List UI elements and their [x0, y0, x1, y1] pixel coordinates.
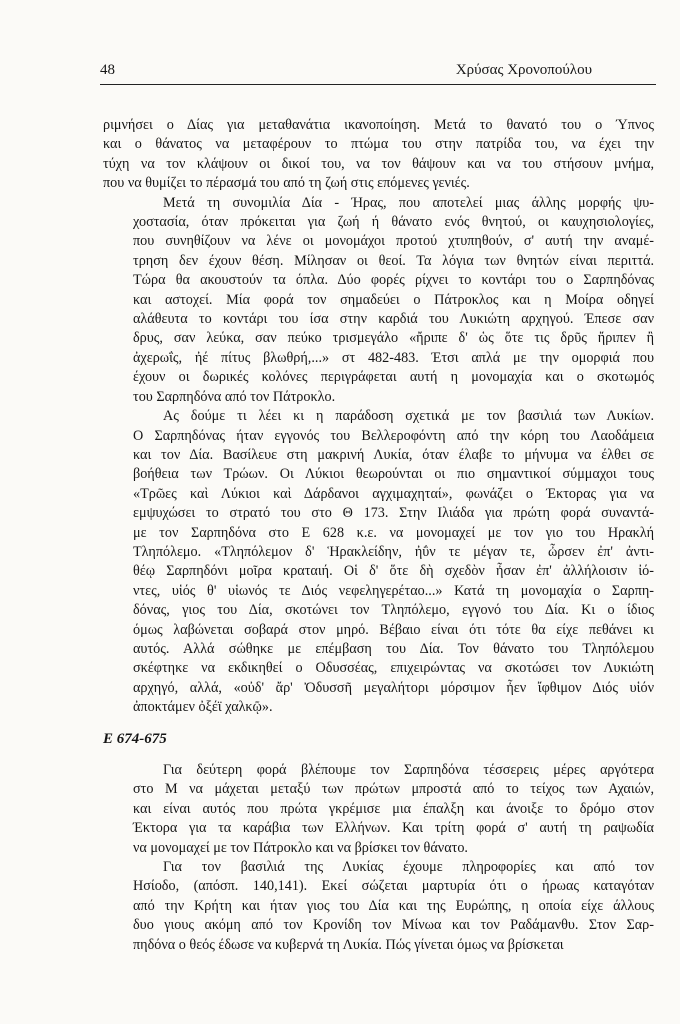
- text-block-1: [103, 116, 654, 718]
- text-line: δυο γιους ακόμη από τον Κρονίδη τον Μίνωα και τον Ραδάμανθυ. Στον Σαρ-: [133, 917, 654, 934]
- section-heading: Ε 674-675: [103, 730, 167, 747]
- body-text: [103, 116, 654, 955]
- text-line: «Τρῶες καὶ Λύκιοι καὶ Δάρδανοι αγχιμαχηταί», φωνάζει ο Έκτορας για να: [133, 485, 654, 502]
- paragraph: [103, 858, 654, 955]
- text-block-2: [103, 761, 654, 955]
- paragraph: [103, 407, 654, 718]
- text-line: Έκτορα για τα καράβια των Ελλήνων. Και τρίτη φορά σ' αυτή τη ραψωδία: [133, 820, 654, 837]
- text-line: έχουν οι δωρικές κολόνες περιγράφεται αυτή η μονομαχία και ο σκοτωμός: [133, 369, 654, 386]
- text-line: αλάθευτα το κοντάρι του ίσα στην καρδιά του Λυκιώτη αρχηγού. Έπεσε σαν: [133, 311, 654, 328]
- page-header: [100, 62, 658, 86]
- text-line: Ο Σαρπηδόνας ήταν εγγονός του Βελλεροφόντη από την κόρη του Λαοδάμεια: [133, 427, 654, 444]
- text-line: θέῳ Σαρπηδόνι μοῖρα κραταιή. Οἱ δ' ὅτε δὴ σχεδὸν ἦσαν ἐπ' ἀλλήλοισιν ἰό-: [133, 563, 654, 580]
- text-line: Για τον βασιλιά της Λυκίας έχουμε πληροφορίες και από τον: [163, 859, 654, 876]
- text-line: Ας δούμε τι λέει κι η παράδοση σχετικά με τον βασιλιά των Λυκίων.: [163, 408, 654, 425]
- text-line: ἀποκτάμεν ὀξέϊ χαλκῷ».: [133, 699, 273, 716]
- text-line: του Σαρπηδόνα από τον Πάτροκλο.: [133, 388, 336, 405]
- header-rule: [100, 84, 656, 85]
- text-line: Τώρα θα ακουστούν τα όπλα. Δύο φορές ρίχνει το κοντάρι του ο Σαρπηδόνας: [133, 272, 654, 289]
- text-line: Μετά τη συνομιλία Δία - Ήρας, που αποτελεί μιας άλλης μορφής ψυ-: [163, 194, 654, 211]
- text-line: Ησίοδο, (απόσπ. 140,141). Εκεί σώζεται μαρτυρία ότι ο ήρωας καταγόταν: [133, 878, 654, 895]
- text-line: που να θυμίζει το πέρασμά του από τη ζωή στις επόμενες γενιές.: [103, 175, 470, 192]
- text-line: βοήθεια των Τρώων. Οι Λύκιοι θεωρούνται οι πιο σημαντικοί σύμμαχοι τους: [133, 466, 654, 483]
- text-line: δρυς, σαν λεύκα, σαν πεύκο τρισμεγάλο «ἤριπε δ' ὡς ὅτε τις δρῦς ἤριπεν ἢ: [133, 330, 654, 347]
- paragraph: [103, 116, 654, 194]
- text-line: τύχη να τον κλάψουν οι δικοί του, να τον θάψουν και να του στήσουν μνήμα,: [103, 155, 654, 172]
- page-number: 48: [100, 62, 115, 78]
- text-line: και τον Δία. Βασίλευε στη μακρινή Λυκία, όταν έλαβε το μήνυμα να έλθει σε: [133, 446, 654, 463]
- text-line: και ο θάνατος να μεταφέρουν το πτώμα του στην πατρίδα του, να έχει την: [103, 136, 654, 153]
- text-line: που συνηθίζουν να λένε οι μονομάχοι προτού χτυπηθούν, σ' αυτή την αναμέ-: [133, 233, 654, 250]
- text-line: Για δεύτερη φορά βλέπουμε τον Σαρπηδόνα τέσσερεις μέρες αργότερα: [163, 762, 654, 778]
- text-line: αρχηγό, αλλά, «οὐδ' ἄρ' Ὀδυσσῆ μεγαλήτορι μόρσιμον ἦεν ἴφθιμον Διός υἱόν: [133, 679, 654, 696]
- text-line: ριμνήσει ο Δίας για μεταθανάτια ικανοποίηση. Μετά το θανατό του ο Ύπνος: [103, 117, 654, 133]
- text-line: ἀχερωΐς, ἠέ πίτυς βλωθρή,...» στ 482-483. Έτσι απλά με την ομορφιά που: [133, 349, 654, 366]
- text-line: και είναι αυτός που πρώτα γκρέμισε μια έπαλξη και άνοιξε το δρόμο στον: [133, 800, 654, 817]
- text-line: δόνας, γιος του Δία, σκοτώνει τον Τληπόλεμο, εγγονό του Δία. Κι ο ίδιος: [133, 602, 654, 619]
- text-line: να μονομαχεί με τον Πάτροκλο και να βρίσκει τον θάνατο.: [133, 839, 468, 856]
- text-line: και αστοχεί. Μία φορά τον σημαδεύει ο Πάτροκλος και η Μοίρα οδηγεί: [133, 291, 654, 308]
- text-line: Τληπόλεμο. «Τληπόλεμον δ' Ἡρακλείδην, ἠΰν τε μέγαν τε, ὦρσεν ἐπ' ἀντι-: [133, 543, 654, 560]
- text-line: αυτός. Αλλά σώθηκε με επέμβαση του Δία. Τον θάνατο του Τληπόλεμου: [133, 640, 654, 657]
- paragraph: [103, 194, 654, 407]
- text-line: χοστασία, όταν πρόκειται για ζωή ή θάνατο ενός θνητού, οι καυχησιολογίες,: [133, 214, 654, 231]
- paragraph: [103, 761, 654, 858]
- text-line: τρηση δεν έχουν θέση. Μίλησαν οι θεοί. Τα λόγια των θνητών είναι περιττά.: [133, 252, 654, 269]
- text-line: πηδόνα ο θεός έδωσε να κυβερνά τη Λυκία. Πώς γίνεται όμως να βρίσκεται: [133, 936, 564, 953]
- running-head: Χρύσας Χρονοπούλου: [455, 62, 592, 78]
- text-line: με τον Σαρπηδόνα στο Ε 628 κ.ε. να μονομαχεί με τον γιο του Ηρακλή: [133, 524, 654, 541]
- text-line: στο Μ να μάχεται μεταξύ των πρώτων μπροστά από το τείχος των Αχαιών,: [133, 781, 654, 798]
- text-line: εμψυχώσει το στρατό του στο Θ 173. Στην Ιλιάδα για πρώτη φορά συναντά-: [133, 505, 654, 522]
- text-line: ντες, υἱός θ' υἱωνός τε Διός νεφεληγερέταο...» Κατά τη μονομαχία ο Σαρπη-: [133, 582, 654, 599]
- text-line: από την Κρήτη και ήταν γιος του Δία και της Ευρώπης, η οποία είχε άλλους: [133, 897, 654, 914]
- text-line: σκέφτηκε να εκδικηθεί ο Οδυσσέας, επιχειρώντας να σκοτώσει τον Λυκιώτη: [133, 660, 654, 677]
- text-line: όμως λαβώνεται σοβαρά στον μηρό. Βέβαιο είναι ότι τότε θα είχε πεθάνει κι: [133, 621, 654, 638]
